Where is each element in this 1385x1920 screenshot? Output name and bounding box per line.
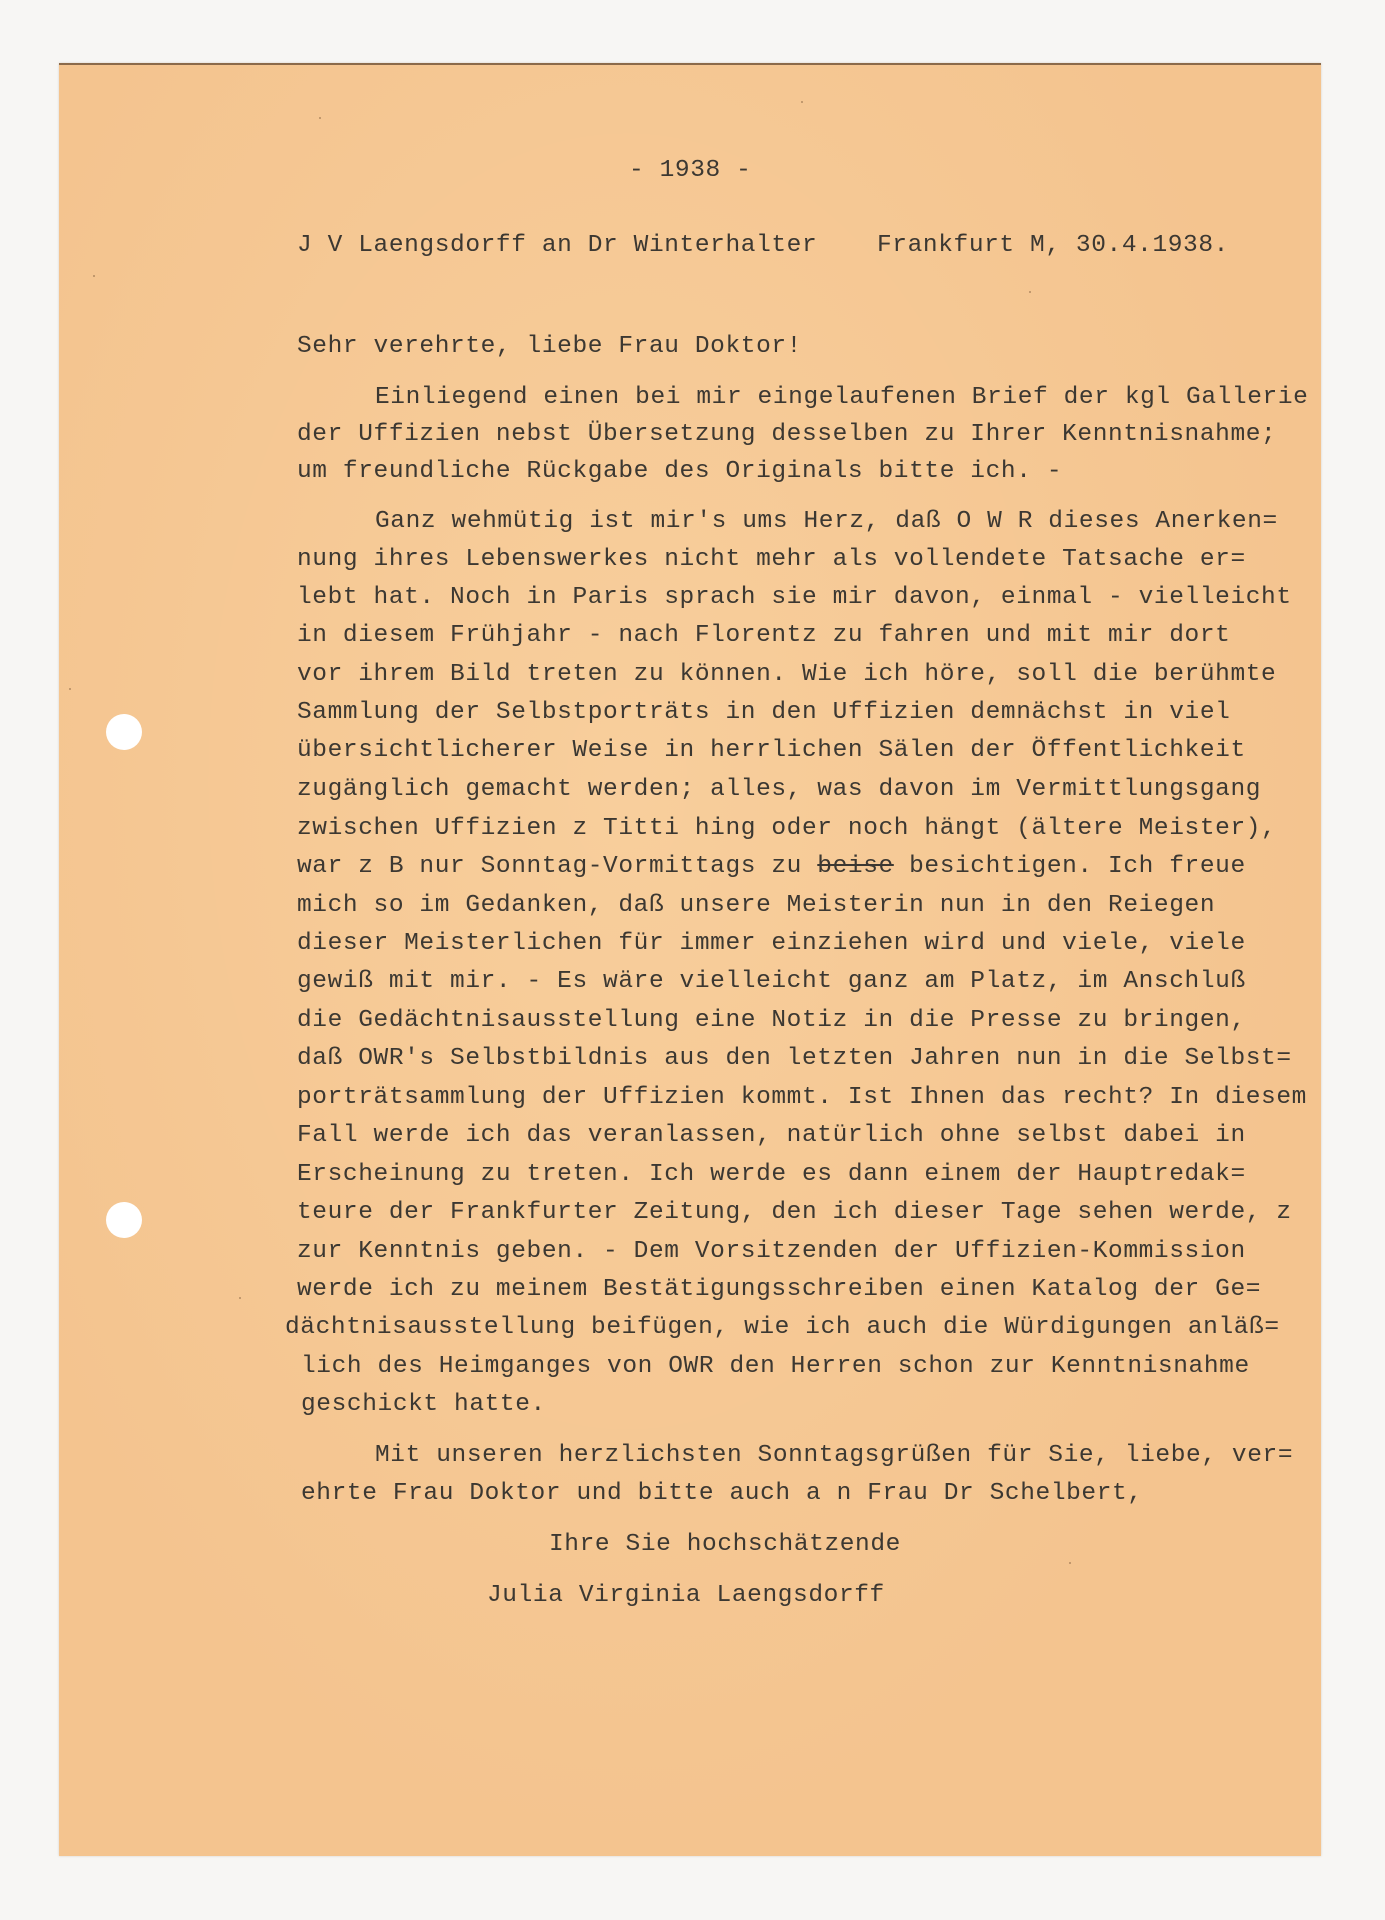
body-line: Ganz wehmütig ist mir's ums Herz, daß O W R dieses Anerken=	[375, 508, 1278, 535]
typed-letter	[59, 65, 1321, 1856]
body-line: um freundliche Rückgabe des Originals bitte ich. -	[297, 458, 1063, 485]
body-line: lich des Heimganges von OWR den Herren schon zur Kenntnisnahme	[301, 1353, 1250, 1380]
body-line: Mit unseren herzlichsten Sonntagsgrüßen für Sie, liebe, ver=	[375, 1442, 1294, 1469]
closing: Ihre Sie hochschätzende	[549, 1531, 901, 1558]
paper-sheet	[59, 63, 1321, 1856]
body-line: zwischen Uffizien z Titti hing oder noch hängt (ältere Meister),	[297, 815, 1277, 842]
body-line: lebt hat. Noch in Paris sprach sie mir davon, einmal - vielleicht	[297, 584, 1292, 611]
letter-heading-sender: J V Laengsdorff an Dr Winterhalter	[297, 232, 818, 259]
body-line: Einliegend einen bei mir eingelaufenen Brief der kgl Gallerie	[375, 384, 1309, 411]
body-line: zur Kenntnis geben. - Dem Vorsitzenden der Uffizien-Kommission	[297, 1238, 1246, 1265]
body-line-part: war z B nur Sonntag-Vormittags zu	[297, 853, 818, 880]
body-line: mich so im Gedanken, daß unsere Meisterin nun in den Reiegen	[297, 892, 1216, 919]
body-line: nung ihres Lebenswerkes nicht mehr als vollendete Tatsache er=	[297, 546, 1246, 573]
body-line: dächtnisausstellung beifügen, wie ich auch die Würdigungen anläß=	[285, 1314, 1280, 1341]
body-line: vor ihrem Bild treten zu können. Wie ich höre, soll die berühmte	[297, 661, 1277, 688]
page-number: - 1938 -	[629, 157, 752, 184]
body-line: dieser Meisterlichen für immer einziehen wird und viele, viele	[297, 930, 1246, 957]
body-line-part: besichtigen. Ich freue	[893, 853, 1246, 880]
body-line: werde ich zu meinem Bestätigungsschreiben einen Katalog der Ge=	[297, 1276, 1262, 1303]
letter-heading-place-date: Frankfurt M, 30.4.1938.	[877, 232, 1229, 259]
struck-word: beise	[817, 853, 894, 880]
body-line: die Gedächtnisausstellung eine Notiz in die Presse zu bringen,	[297, 1007, 1246, 1034]
body-line: Fall werde ich das veranlassen, natürlich ohne selbst dabei in	[297, 1122, 1246, 1149]
body-line: übersichtlicherer Weise in herrlichen Sälen der Öffentlichkeit	[297, 737, 1246, 764]
body-line-with-strikethrough	[297, 853, 1246, 880]
body-line: geschickt hatte.	[301, 1391, 546, 1418]
body-line: in diesem Frühjahr - nach Florentz zu fahren und mit mir dort	[297, 622, 1231, 649]
body-line: daß OWR's Selbstbildnis aus den letzten Jahren nun in die Selbst=	[297, 1045, 1292, 1072]
body-line: gewiß mit mir. - Es wäre vielleicht ganz am Platz, im Anschluß	[297, 968, 1246, 995]
body-line: zugänglich gemacht werden; alles, was davon im Vermittlungsgang	[297, 776, 1262, 803]
body-line: porträtsammlung der Uffizien kommt. Ist Ihnen das recht? In diesem	[297, 1084, 1307, 1111]
body-line: ehrte Frau Doktor und bitte auch a n Frau Dr Schelbert,	[301, 1480, 1143, 1507]
body-line: der Uffizien nebst Übersetzung desselben zu Ihrer Kenntnisnahme;	[297, 421, 1277, 448]
signature: Julia Virginia Laengsdorff	[487, 1582, 885, 1609]
body-line: teure der Frankfurter Zeitung, den ich dieser Tage sehen werde, z	[297, 1199, 1292, 1226]
salutation: Sehr verehrte, liebe Frau Doktor!	[297, 333, 802, 360]
body-line: Erscheinung zu treten. Ich werde es dann einem der Hauptredak=	[297, 1161, 1246, 1188]
body-line: Sammlung der Selbstporträts in den Uffizien demnächst in viel	[297, 699, 1231, 726]
